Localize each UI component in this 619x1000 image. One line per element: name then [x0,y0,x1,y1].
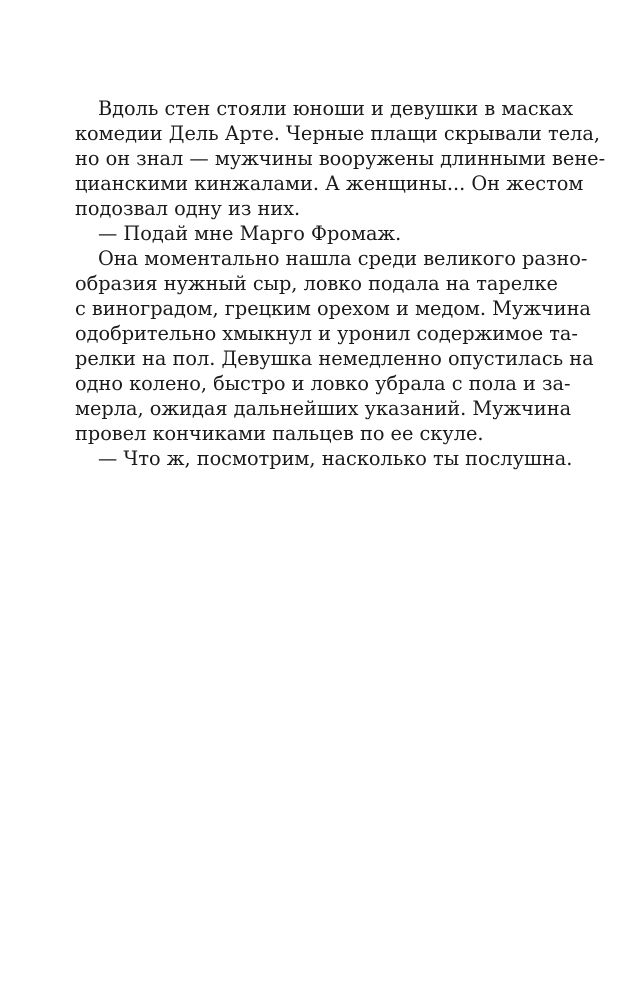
text-line: подозвал одну из них. [75,197,301,220]
body-text [75,96,606,471]
text-line: но он знал — мужчины вооружены длинными вене- [75,147,606,170]
text-line: мерла, ожидая дальнейших указаний. Мужчина [75,397,572,420]
text-line: цианскими кинжалами. А женщины... Он жестом [75,172,584,195]
dialogue-line: — Подай мне Марго Фромаж. [98,222,402,245]
text-line: Вдоль стен стояли юноши и девушки в масках [98,97,574,120]
text-line: образия нужный сыр, ловко подала на тарелке [75,272,558,295]
text-line: комедии Дель Арте. Черные плащи скрывали тела, [75,122,600,145]
text-line: провел кончиками пальцев по ее скуле. [75,422,484,445]
dialogue-line: — Что ж, посмотрим, насколько ты послушна. [98,447,573,470]
text-line: одно колено, быстро и ловко убрала с пола и за- [75,372,571,395]
text-line: одобрительно хмыкнул и уронил содержимое та- [75,322,578,345]
text-line: Она моментально нашла среди великого разно- [98,247,588,270]
text-line: с виноградом, грецким орехом и медом. Мужчина [75,297,591,320]
text-line: релки на пол. Девушка немедленно опустилась на [75,347,594,370]
